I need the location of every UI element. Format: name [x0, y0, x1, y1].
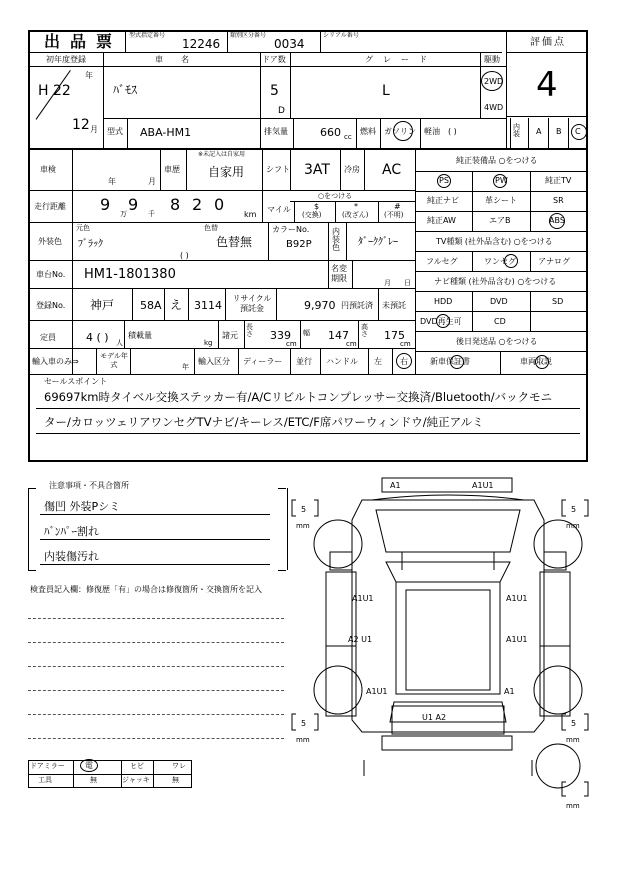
model-year-unit: 年	[182, 363, 189, 371]
fuel-gasoline[interactable]: ガソリン	[384, 127, 416, 136]
exchange-option[interactable]: (交換)	[302, 211, 322, 219]
tread-fr: 5	[571, 505, 577, 514]
unknown-symbol: #	[394, 202, 401, 211]
hood-panel[interactable]	[376, 510, 520, 552]
car-body-outline	[352, 500, 544, 732]
tire-front-left[interactable]	[314, 520, 362, 568]
navi-dvd[interactable]: DVD	[490, 297, 508, 306]
equip-ps-circle	[437, 174, 451, 188]
altered-symbol: *	[354, 202, 358, 211]
original-color: ﾌﾞﾗｯｸ	[78, 239, 103, 250]
equip-ps[interactable]: PS	[439, 176, 449, 185]
note-line-3: 内装傷汚れ	[44, 550, 99, 563]
fuel-label: 燃料	[360, 127, 376, 136]
reg-class: 58A	[140, 299, 162, 312]
damage-label-rr-fender: A1	[504, 687, 515, 696]
model-label: 型式	[107, 127, 123, 136]
handle-label: ハンドル	[326, 357, 358, 366]
class-number-label: 類別区分番号	[230, 32, 267, 39]
tread-fl-unit: mm	[296, 522, 310, 530]
fuel-gasoline-circle	[393, 121, 413, 141]
navi-hdd[interactable]: HDD	[434, 297, 453, 306]
damage-label-rf-door: A1U1	[506, 594, 528, 603]
equip-navi[interactable]: 純正ナビ	[427, 196, 459, 205]
class-number: 0034	[274, 37, 305, 51]
length-value: 339	[270, 329, 291, 342]
tv-oneseg[interactable]: ワンセグ	[484, 257, 516, 266]
original-color-label: 元色	[76, 224, 90, 232]
first-reg-label: 初年度登録	[46, 55, 86, 64]
mileage-label: 走行距離	[34, 202, 66, 211]
interior-color-label: 内装色	[332, 227, 340, 252]
ac-value: AC	[382, 162, 402, 178]
spare-tire[interactable]	[536, 744, 580, 788]
tv-header: TV種類 (社外品含む) ○をつける	[436, 237, 553, 246]
later-warranty[interactable]: 新車保証書	[430, 357, 470, 366]
model-code: ABA-HM1	[140, 126, 192, 139]
name-change-day: 日	[404, 279, 411, 287]
first-reg-month: 12	[72, 117, 90, 133]
navi-header: ナビ種類 (社外品含む) ○をつける	[434, 277, 557, 286]
shift-value: 3AT	[304, 162, 330, 178]
sheet-title: 出品票	[44, 32, 123, 51]
shift-label: シフト	[266, 165, 290, 174]
interior-label: 内装	[513, 123, 520, 138]
length-label: 長さ	[246, 323, 253, 338]
history-label: 車歴	[164, 165, 180, 174]
dims-label: 諸元	[222, 331, 238, 340]
later-header: 後日発送品 ○をつける	[456, 337, 538, 346]
displacement-label: 排気量	[264, 127, 288, 136]
first-reg-year: H 22	[38, 83, 71, 99]
capacity-unit: 人	[116, 339, 123, 347]
interior-grade-b[interactable]: B	[556, 127, 562, 136]
score-label: 評価点	[530, 37, 566, 48]
usage-note: ※未記入は自家用	[198, 151, 246, 158]
note-line-2: ﾊﾞﾝﾊﾟｰ割れ	[44, 525, 99, 538]
drive-label: 駆動	[484, 55, 500, 64]
color-no-value: B92P	[286, 239, 312, 250]
width-value: 147	[328, 329, 349, 342]
equip-airbag[interactable]: エアB	[489, 216, 511, 225]
drive-4wd[interactable]: 4WD	[484, 103, 504, 112]
color-label: 外装色	[38, 237, 62, 246]
fuel-other: ( )	[448, 127, 457, 136]
drive-2wd[interactable]: 2WD	[484, 77, 504, 86]
windshield[interactable]	[386, 562, 510, 582]
interior-grade-c[interactable]: C	[575, 127, 581, 136]
handle-right-circle	[396, 353, 412, 369]
shaken-label: 車検	[40, 165, 56, 174]
handle-left[interactable]: 左	[374, 357, 382, 366]
damage-label-lr-fender: A1U1	[366, 687, 388, 696]
roof-panel[interactable]	[406, 590, 490, 690]
vehicle-name-label: 車名	[155, 55, 207, 64]
mileage-digit: 9	[100, 195, 111, 214]
door-mirror-circle	[80, 759, 98, 772]
factory-equip-grid	[415, 171, 588, 231]
tread-rl: 5	[301, 719, 307, 728]
height-label: 高さ	[361, 323, 368, 338]
import-label: 輸入車のみ⇒	[32, 357, 79, 366]
usage-value: 自家用	[208, 165, 245, 179]
fuel-diesel[interactable]: 軽油	[424, 127, 440, 136]
height-unit: cm	[400, 340, 411, 348]
tread-rr-unit: mm	[566, 736, 580, 744]
altered-option[interactable]: (改ざん)	[342, 211, 369, 219]
inspector-note: 検査員記入欄：修復歴「有」の場合は修復箇所・交換箇所を記入	[30, 585, 262, 594]
capacity-value: 4 ( )	[86, 331, 109, 344]
name-change-month: 月	[384, 279, 391, 287]
later-manual-circle	[535, 355, 549, 369]
rear-bumper[interactable]	[382, 736, 512, 750]
navi-dvd-play-circle	[436, 314, 450, 328]
damage-label-lf-door: A1U1	[352, 594, 374, 603]
recycle-not: 未預託	[382, 301, 406, 310]
mileage-digit: 8	[170, 195, 181, 214]
tread-rl-unit: mm	[296, 736, 310, 744]
load-label: 積載量	[128, 331, 152, 340]
equip-leather[interactable]: 革シート	[485, 196, 517, 205]
reg-label: 登録No.	[36, 301, 66, 310]
equip-sr[interactable]: SR	[553, 196, 564, 205]
equip-abs-circle	[549, 213, 565, 229]
grade-label: グレード	[365, 55, 437, 64]
door-mirror-label: ドアミラー	[30, 762, 65, 770]
mile-option[interactable]: マイル	[267, 205, 291, 214]
mileage-digit: 0	[214, 195, 225, 214]
import-type-label: 輸入区分	[198, 357, 230, 366]
chassis-label: 車台No.	[36, 270, 66, 279]
door-mirror-electric[interactable]: 電	[85, 761, 93, 770]
recycle-amount: 9,970	[304, 299, 336, 312]
later-manual[interactable]: 車両取説	[520, 357, 552, 366]
damage-label-bumper-right: A1U1	[472, 481, 494, 490]
ac-label: 冷房	[344, 165, 360, 174]
color-no-label: カラーNo.	[272, 225, 310, 234]
sales-point-line-1: 69697km時タイベル交換ステッカー有/A/Cリビルトコンプレッサー交換済/Bluetooth/バックモニ	[44, 390, 553, 404]
color-change-paren: ( )	[180, 251, 189, 260]
damage-label-rear: U1 A2	[422, 713, 447, 722]
interior-color: ﾀﾞｰｸｸﾞﾚｰ	[358, 237, 398, 248]
handle-right[interactable]: 右	[400, 357, 408, 366]
navi-sd[interactable]: SD	[552, 297, 564, 306]
serial-label: シリアル番号	[323, 32, 359, 39]
mark-note: ○をつける	[318, 192, 353, 200]
tools-value: 無	[90, 776, 97, 784]
break-label: ワレ	[172, 762, 186, 770]
tools-label: 工具	[38, 776, 52, 784]
tv-oneseg-circle	[504, 254, 518, 268]
door-type: D	[278, 106, 285, 116]
recycle-label: リサイクル預託金	[232, 294, 272, 313]
tread-spare-unit: mm	[566, 802, 580, 810]
model-year-label: モデル年式	[100, 352, 128, 369]
reg-kana: え	[170, 298, 183, 312]
damage-label-bumper-left: A1	[390, 481, 401, 490]
mileage-digit: 2	[192, 195, 203, 214]
jack-value: 無	[172, 776, 179, 784]
reg-number: 3114	[194, 299, 222, 312]
sen-unit: 千	[148, 210, 155, 218]
car-damage-diagram	[286, 470, 610, 820]
equip-pw[interactable]: PW	[495, 176, 508, 185]
tire-rear-right[interactable]	[534, 666, 582, 714]
interior-grade-a[interactable]: A	[536, 127, 542, 136]
damage-label-rr-door: A1U1	[506, 635, 528, 644]
doors-label: ドア数	[262, 55, 286, 64]
name-change-label: 名変期限	[331, 264, 347, 283]
width-unit: cm	[346, 340, 357, 348]
tread-fr-unit: mm	[566, 522, 580, 530]
mileage-digit: 9	[128, 195, 139, 214]
month-unit: 月	[90, 125, 98, 134]
cc-unit: cc	[344, 133, 352, 141]
rear-gate[interactable]	[392, 706, 504, 734]
year-unit: 年	[85, 71, 93, 80]
damage-label-lr-door: A2 U1	[348, 635, 373, 644]
tv-fullseg[interactable]: フルセグ	[426, 257, 458, 266]
drive-2wd-circle	[481, 71, 503, 91]
crack-label: ヒビ	[130, 762, 144, 770]
score-value: 4	[536, 65, 558, 105]
equip-tv[interactable]: 純正TV	[545, 176, 572, 185]
equip-pw-circle	[493, 174, 507, 188]
shaken-month-unit: 月	[148, 177, 156, 186]
model-designation-label: 型式指定番号	[129, 32, 166, 39]
tread-rr: 5	[571, 719, 577, 728]
navi-cd[interactable]: CD	[494, 317, 506, 326]
color-change-label: 色替	[204, 224, 218, 232]
factory-equip-header: 純正装備品 ○をつける	[456, 156, 538, 165]
sales-point-line-2: ター/カロッツェリアワンセグTVナビ/キーレス/ETC/F席パワーウィンドウ/純正アルミ	[44, 415, 484, 429]
displacement-value: 660	[320, 126, 341, 139]
reg-area: 神戸	[90, 298, 115, 312]
km-unit: km	[244, 210, 257, 219]
grade-value: L	[382, 83, 390, 99]
notes-header: 注意事項・不具合箇所	[46, 482, 132, 490]
exchange-symbol: $	[314, 202, 320, 211]
length-unit: cm	[286, 340, 297, 348]
man-unit: 万	[120, 210, 127, 218]
color-change-value: 色替無	[216, 235, 253, 249]
height-value: 175	[384, 329, 405, 342]
navi-dvd-play[interactable]: DVD再生可	[420, 317, 462, 326]
chassis-number: HM1-1801380	[84, 267, 176, 282]
recycle-status: 円預託済	[341, 301, 373, 310]
capacity-label: 定員	[40, 333, 56, 342]
import-parallel[interactable]: 並行	[296, 357, 312, 366]
later-warranty-circle	[450, 355, 464, 369]
import-dealer[interactable]: ディーラー	[243, 357, 283, 366]
tv-analog[interactable]: アナログ	[538, 257, 570, 266]
equip-abs[interactable]: ABS	[549, 216, 565, 225]
tread-fl: 5	[301, 505, 307, 514]
load-unit: kg	[204, 339, 213, 347]
jack-label: ジャッキ	[122, 776, 150, 784]
shaken-year-unit: 年	[108, 177, 116, 186]
equip-aw[interactable]: 純正AW	[427, 216, 456, 225]
width-label: 幅	[303, 329, 310, 337]
door-count: 5	[270, 83, 279, 99]
tire-rear-left[interactable]	[314, 666, 362, 714]
unknown-option[interactable]: (不明)	[384, 211, 404, 219]
sales-point-label: セールスポイント	[44, 377, 108, 386]
model-designation-number: 12246	[182, 37, 221, 51]
vehicle-name: ﾊﾞﾓｽ	[113, 83, 138, 97]
rear-window[interactable]	[390, 702, 506, 722]
interior-grade-c-circle	[571, 124, 587, 140]
note-line-1: 傷凹 外装Pシミ	[44, 500, 121, 513]
